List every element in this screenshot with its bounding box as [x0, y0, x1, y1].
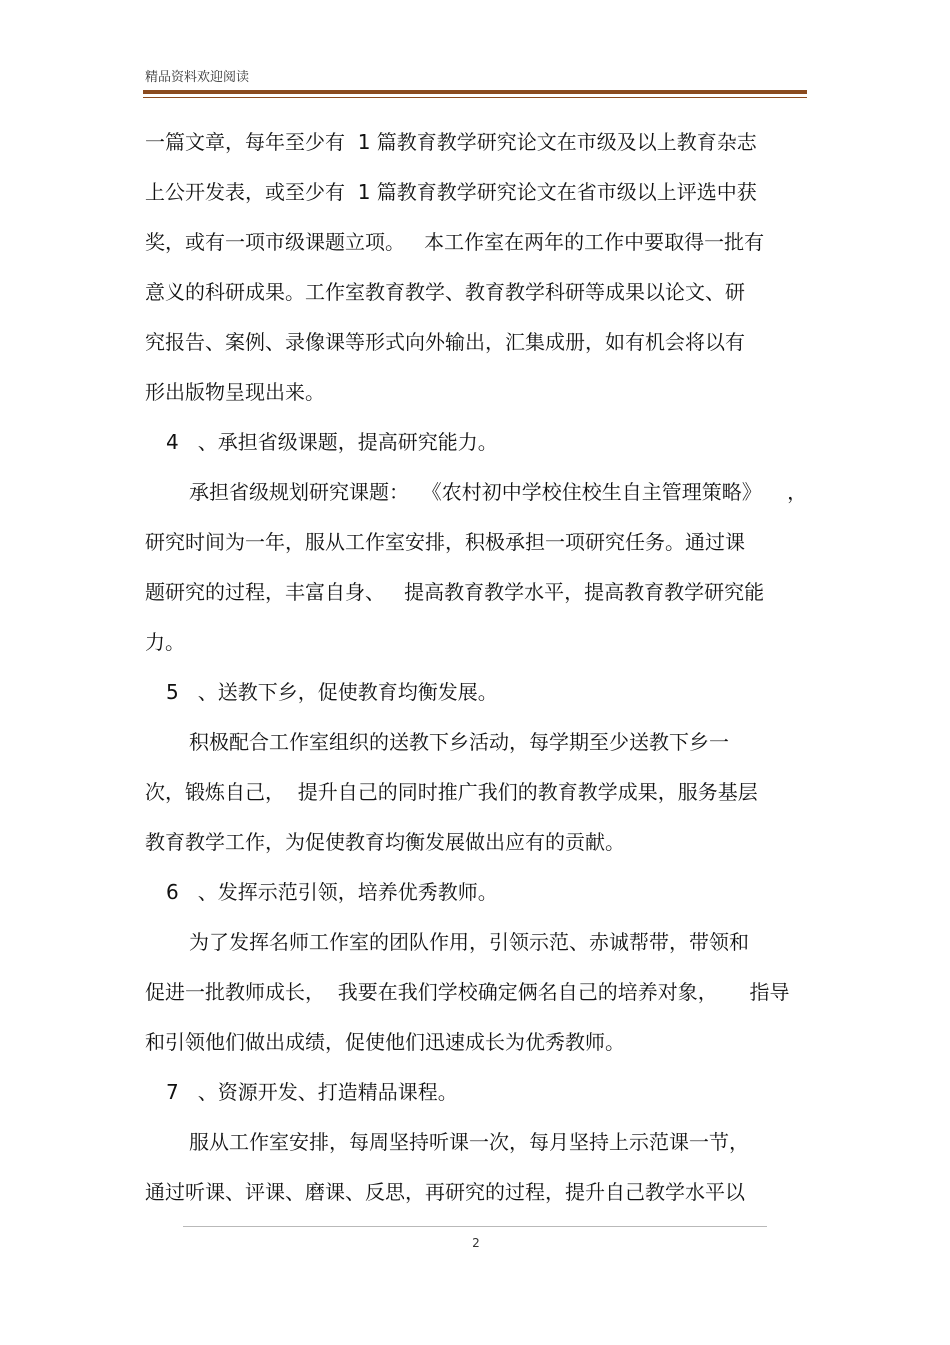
text-line: 教育教学工作，为促使教育均衡发展做出应有的贡献。: [145, 830, 625, 854]
section-heading: 5 、送教下乡，促使教育均衡发展。: [166, 680, 498, 704]
text-line: 次，锻炼自己， 提升自己的同时推广我们的教育教学成果，服务基层: [145, 780, 758, 804]
text-line: 服从工作室安排，每周坚持听课一次，每月坚持上示范课一节，: [189, 1130, 749, 1154]
text-line: 一篇文章，每年至少有 1 篇教育教学研究论文在市级及以上教育杂志: [145, 130, 757, 154]
header-title: 精品资料欢迎阅读: [145, 70, 250, 85]
text-line: 积极配合工作室组织的送教下乡活动，每学期至少送教下乡一: [189, 730, 729, 754]
text-line: 通过听课、评课、磨课、反思，再研究的过程，提升自己教学水平以: [145, 1180, 745, 1204]
text-line: 研究时间为一年，服从工作室安排，积极承担一项研究任务。通过课: [145, 530, 745, 554]
page-number: 2: [472, 1236, 480, 1250]
text-line: 题研究的过程，丰富自身、 提高教育教学水平，提高教育教学研究能: [145, 580, 765, 604]
text-line: 为了发挥名师工作室的团队作用，引领示范、赤诚帮带，带领和: [189, 930, 749, 954]
text-line: 力。: [145, 630, 185, 654]
text-line: 促进一批教师成长， 我要在我们学校确定俩名自己的培养对象， 指导: [145, 980, 790, 1004]
text-line: 奖，或有一项市级课题立项。 本工作室在两年的工作中要取得一批有: [145, 230, 765, 254]
text-line: 承担省级规划研究课题： 《农村初中学校住校生自主管理策略》 ，: [189, 480, 808, 504]
footer-rule: [183, 1226, 767, 1227]
text-line: 究报告、案例、录像课等形式向外输出，汇集成册，如有机会将以有: [145, 330, 745, 354]
text-line: 上公开发表，或至少有 1 篇教育教学研究论文在省市级以上评选中获: [145, 180, 757, 204]
text-line: 和引领他们做出成绩，促使他们迅速成长为优秀教师。: [145, 1030, 625, 1054]
section-heading: 7 、资源开发、打造精品课程。: [166, 1080, 458, 1104]
text-line: 形出版物呈现出来。: [145, 380, 325, 404]
text-line: 意义的科研成果。工作室教育教学、教育教学科研等成果以论文、研: [145, 280, 745, 304]
section-heading: 6 、发挥示范引领，培养优秀教师。: [166, 880, 498, 904]
section-heading: 4 、承担省级课题，提高研究能力。: [166, 430, 498, 454]
